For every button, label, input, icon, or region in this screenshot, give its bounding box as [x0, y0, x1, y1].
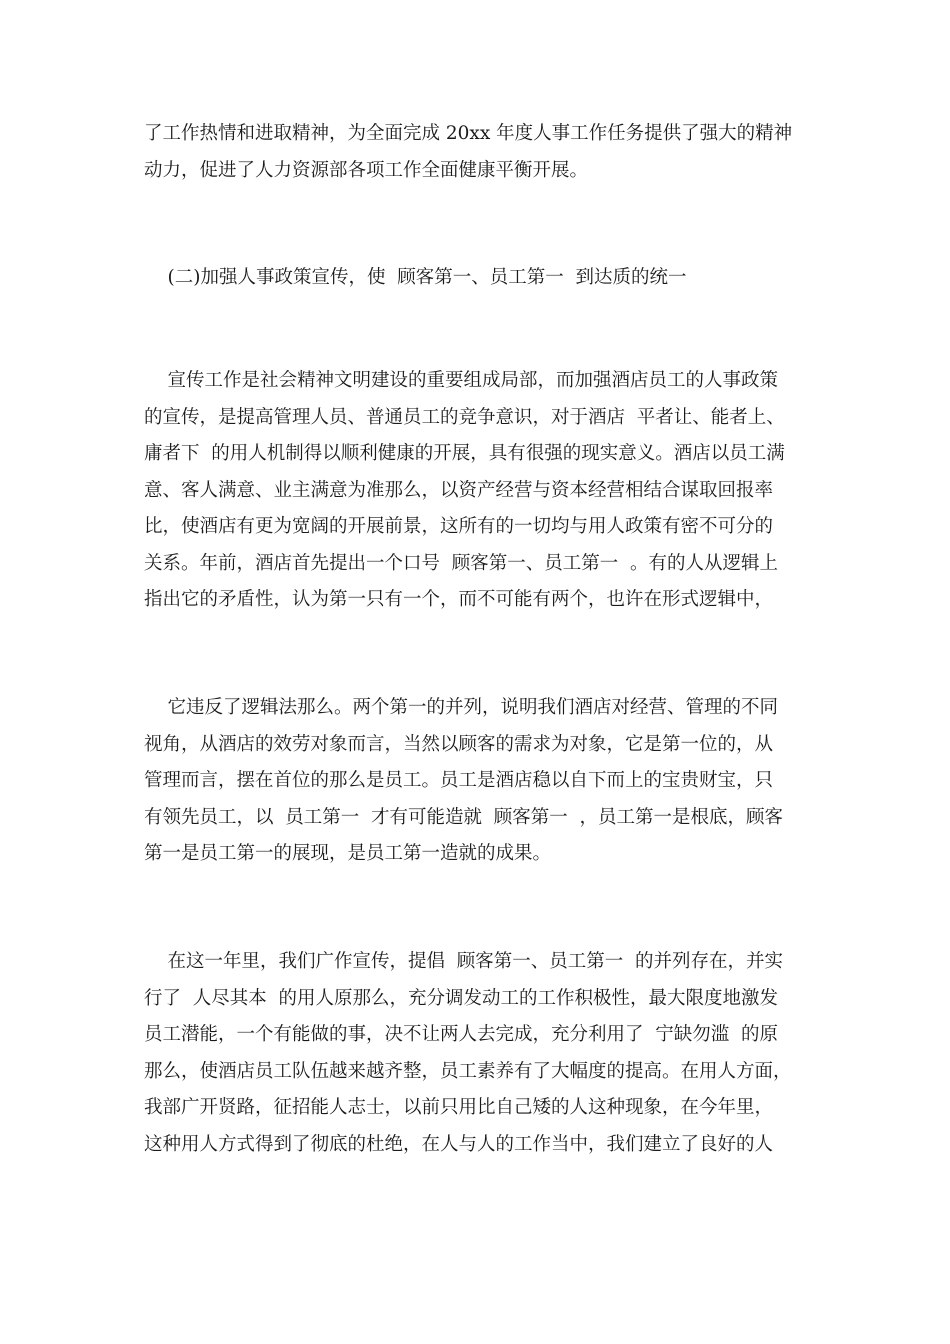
- section-heading: [144, 260, 809, 297]
- paragraph-3: [144, 690, 809, 873]
- text-line: 指出它的矛盾性，认为第一只有一个，而不可能有两个，也许在形式逻辑中，: [144, 589, 774, 610]
- text-line: 宣传工作是社会精神文明建设的重要组成局部，而加强酒店员工的人事政策: [144, 370, 779, 391]
- text-line: 意、客人满意、业主满意为准那么，以资产经营与资本经营相结合谋取回报率: [144, 479, 774, 501]
- paragraph-2: [144, 363, 809, 619]
- text-line: 管理而言，摆在首位的那么是员工。员工是酒店稳以自下而上的宝贵财宝，只: [144, 770, 774, 791]
- text-line: 的宣传，是提高管理人员、普通员工的竞争意识，对于酒店 平者让、能者上、: [144, 406, 785, 428]
- text-line: 我部广开贤路，征招能人志士，以前只用比自己矮的人这种现象，在今年里，: [144, 1097, 774, 1118]
- text-line: 第一是员工第一的展现，是员工第一造就的成果。: [144, 843, 552, 864]
- text-line: 在这一年里，我们广作宣传，提倡 顾客第一、员工第一 的并列存在，并实: [144, 951, 784, 972]
- text-line: 了工作热情和进取精神，为全面完成 20xx 年度人事工作任务提供了强大的精神: [144, 123, 793, 144]
- text-line: 有领先员工，以 员工第一 才有可能造就 顾客第一 ，员工第一是根底，顾客: [144, 806, 784, 828]
- text-line: 视角，从酒店的效劳对象而言，当然以顾客的需求为对象，它是第一位的，从: [144, 733, 774, 755]
- text-line: 它违反了逻辑法那么。两个第一的并列，说明我们酒店对经营、管理的不同: [144, 697, 779, 718]
- text-line: 动力，促进了人力资源部各项工作全面健康平衡开展。: [144, 159, 589, 181]
- text-line: (二)加强人事政策宣传，使 顾客第一、员工第一 到达质的统一: [144, 267, 687, 288]
- paragraph-1: [144, 116, 809, 189]
- text-line: 那么，使酒店员工队伍越来越齐整，员工素养有了大幅度的提高。在用人方面，: [144, 1060, 792, 1082]
- text-line: 比，使酒店有更为宽阔的开展前景，这所有的一切均与用人政策有密不可分的: [144, 516, 774, 537]
- text-line: 关系。年前，酒店首先提出一个口号 顾客第一、员工第一 。有的人从逻辑上: [144, 552, 779, 574]
- text-line: 庸者下 的用人机制得以顺利健康的开展，具有很强的现实意义。酒店以员工满: [144, 443, 785, 464]
- text-line: 员工潜能，一个有能做的事，决不让两人去完成，充分利用了 宁缺勿滥 的原: [144, 1024, 779, 1045]
- paragraph-4: [144, 944, 809, 1163]
- text-line: 这种用人方式得到了彻底的杜绝，在人与人的工作当中，我们建立了良好的人: [144, 1133, 774, 1155]
- text-line: 行了 人尽其本 的用人原那么，充分调发动工的工作积极性，最大限度地激发: [144, 987, 779, 1009]
